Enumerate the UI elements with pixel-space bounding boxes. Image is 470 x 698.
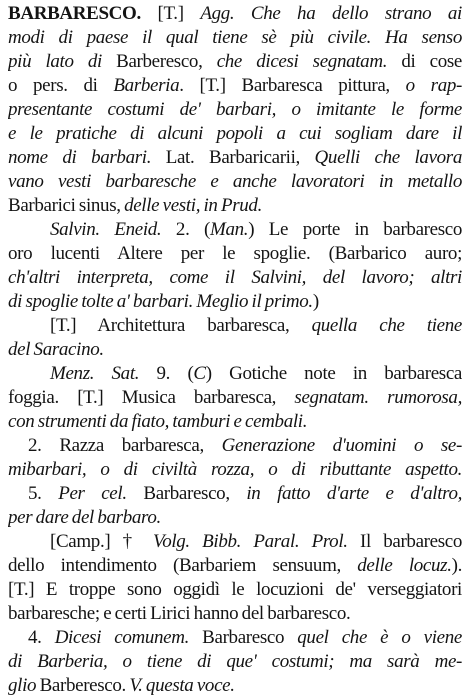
text-line [8, 578, 462, 602]
text-line [8, 434, 462, 458]
text-run: [T.] E troppe sono oggidì le locuzioni de' verseggiatori [8, 579, 462, 600]
text-line [8, 626, 462, 650]
italic-run: C [193, 363, 206, 384]
text-run: 2. ( [161, 219, 211, 240]
text-run: [Camp.] † [50, 531, 154, 552]
italic-run: Dicesi comunem. [54, 627, 190, 648]
italic-run: delle vesti, in Prud. [124, 195, 262, 216]
text-line [8, 674, 462, 698]
text-line [8, 386, 462, 410]
italic-run: V. questa voce. [129, 675, 235, 696]
text-line [8, 650, 462, 674]
text-line [8, 170, 462, 194]
text-run: . [T.] Barbaresca pittura, [179, 75, 406, 96]
text-run: oro lucenti Altere per le spoglie. (Barbarico auro; [8, 243, 462, 264]
text-run: di cose [387, 51, 462, 72]
text-line [8, 26, 462, 50]
dictionary-entry-barbaresco [8, 2, 462, 698]
text-run: Barbarici sinus, [8, 195, 125, 216]
text-run: o pers. di [8, 75, 98, 96]
text-run: Barberesco, [101, 51, 217, 72]
italic-run: del Saracino. [8, 339, 104, 360]
text-line [8, 482, 462, 506]
text-line [8, 146, 462, 170]
text-line [8, 242, 462, 266]
text-run: 9. ( [139, 363, 194, 384]
text-line [8, 266, 462, 290]
text-line [8, 602, 462, 626]
italic-run: presentante costumi de' barbari, o imitante le forme [8, 99, 462, 120]
text-run: ) [312, 291, 319, 312]
text-run: Barbaresco, [126, 483, 247, 504]
text-run: ) Le porte in barbaresco [248, 219, 462, 240]
text-run: ). [451, 555, 462, 576]
italic-run: Barberia [97, 75, 180, 96]
text-line [8, 194, 462, 218]
italic-run: Per cel. [58, 483, 127, 504]
italic-run: Menz. Sat. [50, 363, 140, 384]
text-run: [T.] [140, 3, 201, 24]
text-line [8, 506, 462, 530]
text-line [8, 458, 462, 482]
text-run: 2. Razza barbaresca, [28, 435, 222, 456]
text-line [8, 98, 462, 122]
text-line [8, 2, 462, 26]
entry-headword: BARBARESCO. [8, 3, 141, 24]
italic-run: e le pratiche di alcuni popoli a cui sogliam dare il [8, 123, 462, 144]
text-line [8, 554, 462, 578]
italic-run: Agg. Che ha dello strano ai [200, 3, 462, 24]
text-run: foggia. [T.] Musica barbaresca, [8, 387, 295, 408]
text-run: barbaresche; e certi Lirici hanno del barbaresco. [8, 603, 351, 624]
italic-run: Man. [210, 219, 249, 240]
italic-run: quella che tiene [311, 315, 462, 336]
text-run: ) Gotiche note in barbaresca [205, 363, 462, 384]
text-run: Lat. Barbaricarii, [151, 147, 315, 168]
text-line [8, 290, 462, 314]
italic-run: Quelli che lavora [314, 147, 462, 168]
italic-run: quel che è o viene [297, 627, 462, 648]
text-line [8, 122, 462, 146]
text-line [8, 410, 462, 434]
text-run: [T.] Architettura barbaresca, [50, 315, 312, 336]
italic-run: modi di paese il qual tiene sè più civile. Ha senso [8, 27, 462, 48]
italic-run: vano vesti barbaresche e anche lavoratori in metallo [8, 171, 462, 192]
text-line [8, 218, 462, 242]
italic-run: ch'altri interpreta, come il Salvini, del lavoro; altri [8, 267, 462, 288]
text-line [8, 314, 462, 338]
italic-run: più lato di [8, 51, 102, 72]
italic-run: glio [8, 675, 37, 696]
text-line [8, 338, 462, 362]
text-run: Barberesco. [36, 675, 130, 696]
text-line [8, 530, 462, 554]
italic-run: Generazione d'uomini o se- [221, 435, 462, 456]
text-line [8, 362, 462, 386]
italic-run: con strumenti da fiato, tamburi e cembali. [8, 411, 308, 432]
text-line [8, 74, 462, 98]
text-run: Il barbaresco [347, 531, 462, 552]
italic-run: Volg. Bibb. Paral. Prol. [153, 531, 348, 552]
italic-run: in fatto d'arte e d'altro, [246, 483, 462, 504]
italic-run: che dicesi segnatam. [216, 51, 388, 72]
italic-run: di Barberia, o tiene di que' costumi; ma sarà me- [8, 651, 462, 672]
text-line [8, 50, 462, 74]
italic-run: o rap- [405, 75, 462, 96]
italic-run: per dare del barbaro. [8, 507, 161, 528]
text-run: Barbaresco [189, 627, 298, 648]
italic-run: segnatam. rumorosa, [294, 387, 462, 408]
italic-run: delle locuz. [357, 555, 452, 576]
italic-run: nome di barbari. [8, 147, 152, 168]
text-run: dello intendimento (Barbariem sensuum, [8, 555, 358, 576]
italic-run: mibarbari, o di civiltà rozza, o di ributtante aspetto. [8, 459, 462, 480]
italic-run: di spoglie tolte a' barbari. Meglio il primo. [8, 291, 313, 312]
text-run: 5. [28, 483, 59, 504]
italic-run: Salvin. Eneid. [50, 219, 162, 240]
text-run: 4. [28, 627, 55, 648]
